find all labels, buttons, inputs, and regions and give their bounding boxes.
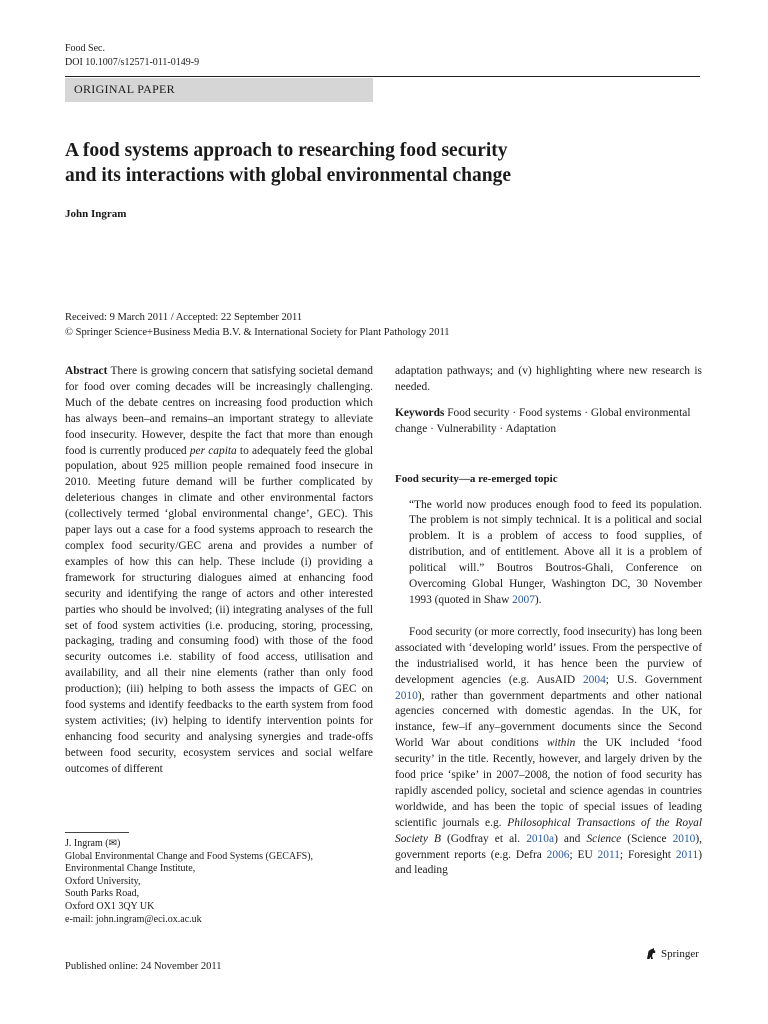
journal-name: Food Sec. — [65, 43, 105, 54]
footnote-university: Oxford University, — [65, 875, 141, 887]
body-text: ; U.S. Government — [605, 673, 702, 686]
citation-link[interactable]: 2011 — [597, 848, 620, 861]
journal-title-italic: Science — [586, 832, 622, 845]
body-text: the UK included ‘food security’ in the title. Recently, however, and largely driven by the food price ‘spike’ in 2007–2008, the notion of food security has rapidly ascended policy, societal and science agendas in countries worldwide, and has been the topic of special issues of leading scientific journals e.g. — [395, 737, 702, 829]
body-text: Food security (or more correctly, food insecurity) has long been associated with ‘developing world’ issues. From the perspective of the industrialised world, it has hence been the purview of development agencies (e.g. AusAID — [395, 625, 702, 686]
journal-title-italic: Philosophical Transactions of the Royal Society B — [395, 816, 702, 845]
citation-link[interactable]: 2010 — [672, 832, 696, 845]
article-dates — [65, 310, 450, 340]
publisher-name: Springer — [661, 948, 699, 960]
article-title — [65, 138, 685, 188]
title-line-2: and its interactions with global environmental change — [65, 165, 511, 186]
author-footnote — [65, 838, 313, 926]
title-line-1: A food systems approach to researching food security — [65, 140, 508, 161]
section-heading: Food security—a re-emerged topic — [395, 472, 558, 485]
keywords-text: Food security · Food systems · Global environmental change · Vulnerability · Adaptation — [395, 406, 691, 435]
citation-link[interactable]: 2010a — [526, 832, 555, 845]
abstract-italic: per capita — [189, 444, 237, 457]
abstract-text-2: to adequately feed the global population, about 925 million people remained food insecure in 2010. Meeting future demand will be further complicated by deleterious changes in climate and other environmental factors (collectively termed ‘global environmental change’, GEC). This paper lays out a case for a food systems approach to research the complex food security/GEC arena and provides a number of examples of how this can help. These include (i) providing a framework for structuring dialogues aimed at enhancing food security and identifying the range of actors and other interested parties who should be involved; (ii) integrating analyses of the full set of food system activities (i.e. producing, storing, processing, packaging, trading and consuming food) with those of the food security outcomes i.e. stability of food access, utilisation and availability, and all their nine elements (rather than only food production); (iii) helping to both assess the impacts of GEC on food systems and identify feedbacks to the earth system from food system activities; (iv) helping to identify intervention points for enhancing food security and analysing synergies and trade-offs between food security, ecosystem services and social welfare outcomes of different — [65, 444, 373, 775]
body-text: ), government reports (e.g. Defra — [395, 832, 702, 861]
body-text: ) and leading — [395, 848, 702, 877]
paper-type-banner: ORIGINAL PAPER — [65, 78, 373, 102]
body-text: ; Foresight — [619, 848, 676, 861]
abstract-continued: adaptation pathways; and (v) highlighting where new research is needed. — [395, 365, 702, 393]
footnote-author: J. Ingram (✉) — [65, 838, 121, 849]
footnote-institute: Environmental Change Institute, — [65, 863, 196, 875]
body-paragraph — [395, 625, 702, 880]
keywords-paragraph — [395, 406, 702, 438]
body-text: (Godfray et al. — [440, 832, 527, 845]
doi[interactable]: DOI 10.1007/s12571-011-0149-9 — [65, 57, 200, 68]
abstract-label: Abstract — [65, 365, 108, 377]
springer-horse-icon — [644, 947, 658, 961]
footnote-rule — [65, 832, 129, 833]
footnote-affiliation: Global Environmental Change and Food Systems (GECAFS), — [65, 850, 314, 862]
header-rule — [65, 76, 700, 77]
journal-header — [65, 42, 199, 70]
footnote-street: South Parks Road, — [65, 888, 140, 900]
copyright: © Springer Science+Business Media B.V. & International Society for Plant Pathology 2011 — [65, 327, 450, 338]
epigraph-quote — [395, 498, 702, 609]
citation-link[interactable]: 2007 — [512, 593, 535, 606]
body-text: (Science — [621, 832, 673, 845]
citation-link[interactable]: 2011 — [675, 848, 699, 861]
body-text: ; EU — [569, 848, 598, 861]
left-column — [65, 364, 373, 778]
citation-link[interactable]: 2004 — [582, 673, 606, 686]
received-accepted: Received: 9 March 2011 / Accepted: 22 September 2011 — [65, 312, 303, 323]
author-name: John Ingram — [65, 208, 127, 220]
quote-text: “The world now produces enough food to feed its population. The problem is not simply technical. It is a political and social problem. It is a problem of access to food supplies, of distribution, and of entitlement. Above all it is a problem of political will.” Boutros Boutros-Ghali, Conference on Overcoming Global Hunger, Washington DC, 30 November 1993 (quoted in Shaw — [409, 498, 702, 606]
right-column — [395, 364, 702, 879]
published-online: Published online: 24 November 2011 — [65, 961, 222, 972]
footnote-email[interactable]: e-mail: john.ingram@eci.ox.ac.uk — [65, 913, 202, 925]
body-italic: within — [546, 737, 576, 750]
abstract-paragraph — [65, 364, 373, 778]
abstract-text-1: There is growing concern that satisfying societal demand for food over coming decades will be increasingly challenging. Much of the debate centres on increasing food production which has always been–and remains–an important strategy to alleviate food insecurity. However, despite the fact that more than enough food is currently produced — [65, 365, 373, 457]
body-text: ), rather than government departments and other national agencies concerned with domestic agendas. In the UK, for instance, few–if any–government documents since the Second World War about conditions — [395, 689, 702, 750]
publisher-logo — [644, 947, 699, 961]
body-text: ) and — [554, 832, 587, 845]
footnote-city: Oxford OX1 3QY UK — [65, 900, 155, 912]
citation-link[interactable]: 2010 — [395, 689, 418, 702]
keywords-label: Keywords — [395, 406, 445, 419]
citation-link[interactable]: 2006 — [546, 848, 570, 861]
quote-end: ). — [534, 593, 542, 606]
